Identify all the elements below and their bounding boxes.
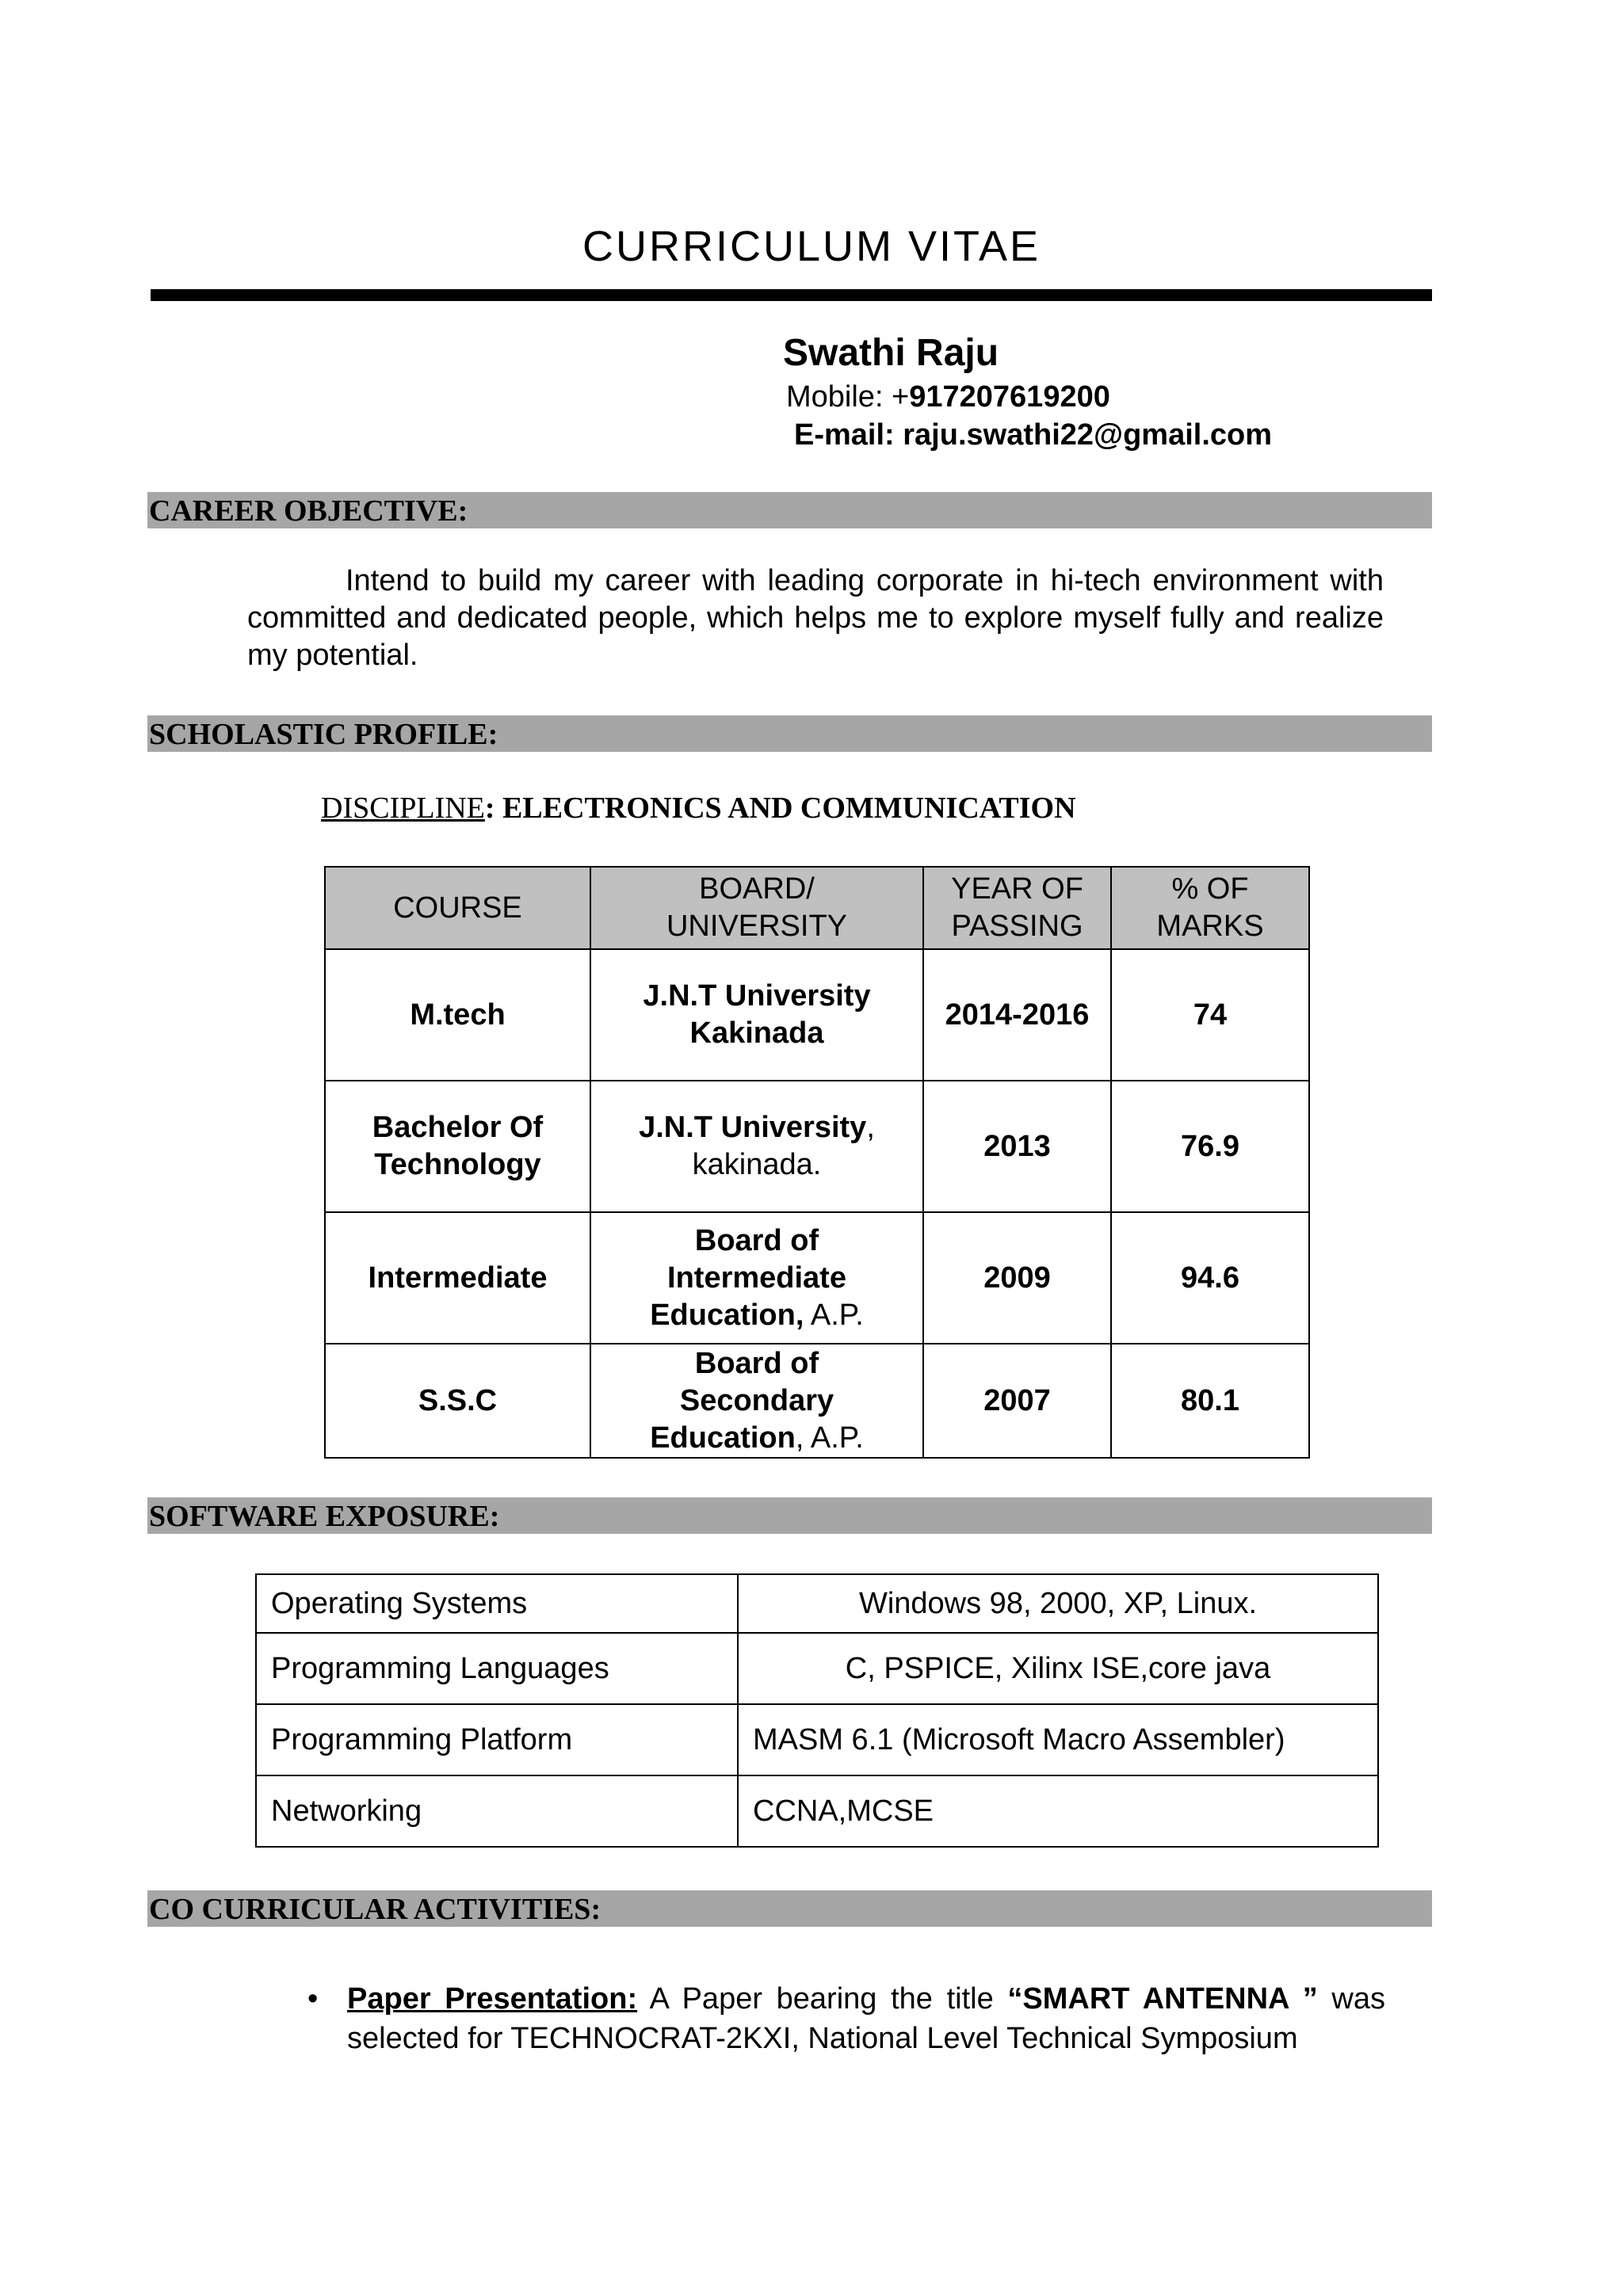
section-header-scholastic-profile <box>147 715 1432 752</box>
board-cell: J.N.T University Kakinada <box>590 949 923 1081</box>
table-row <box>325 1212 1309 1344</box>
email-label: E-mail: <box>794 418 903 452</box>
header-year: YEAR OF PASSING <box>923 867 1111 949</box>
board-cell: Board of Secondary Education, A.P. <box>590 1344 923 1458</box>
board-cell: J.N.T University, kakinada. <box>590 1081 923 1212</box>
course-cell: Intermediate <box>325 1212 590 1344</box>
table-row <box>325 1081 1309 1212</box>
section-title: SOFTWARE EXPOSURE: <box>149 1500 500 1533</box>
header-course: COURSE <box>325 867 590 949</box>
section-title: CAREER OBJECTIVE: <box>149 494 468 528</box>
section-title: CO CURRICULAR ACTIVITIES: <box>149 1893 601 1926</box>
software-label-cell: Programming Platform <box>256 1704 738 1775</box>
course-cell: M.tech <box>325 949 590 1081</box>
year-cell: 2013 <box>923 1081 1111 1212</box>
year-cell: 2007 <box>923 1344 1111 1458</box>
activity-text <box>347 1979 1385 2058</box>
software-label-cell: Operating Systems <box>256 1574 738 1633</box>
mobile-label: Mobile: + <box>786 380 910 414</box>
table-row <box>256 1775 1378 1847</box>
list-item <box>307 1979 1385 2058</box>
software-value-cell: Windows 98, 2000, XP, Linux. <box>738 1574 1378 1633</box>
course-cell: Bachelor Of Technology <box>325 1081 590 1212</box>
header-marks: % OF MARKS <box>1111 867 1309 949</box>
table-header-row <box>325 867 1309 949</box>
section-header-software-exposure <box>147 1497 1432 1534</box>
document-title: CURRICULUM VITAE <box>582 223 1041 270</box>
header-board: BOARD/ UNIVERSITY <box>590 867 923 949</box>
marks-cell: 80.1 <box>1111 1344 1309 1458</box>
software-label-cell: Programming Languages <box>256 1633 738 1704</box>
software-value-cell: CCNA,MCSE <box>738 1775 1378 1847</box>
software-table <box>255 1573 1379 1848</box>
marks-cell: 74 <box>1111 949 1309 1081</box>
marks-cell: 94.6 <box>1111 1212 1309 1344</box>
mobile-number: 917207619200 <box>909 380 1110 414</box>
section-header-career-objective <box>147 492 1432 528</box>
email-address: raju.swathi22@gmail.com <box>903 418 1273 452</box>
discipline-line <box>321 791 1076 826</box>
activity-title: “SMART ANTENNA ” <box>1007 1982 1318 2016</box>
activity-text-before: A Paper bearing the title <box>637 1982 1008 2016</box>
software-label-cell: Networking <box>256 1775 738 1847</box>
table-row <box>256 1574 1378 1633</box>
scholastic-table <box>324 866 1310 1459</box>
objective-paragraph: Intend to build my career with leading corporate in hi-tech environment with committed and dedicated people, which helps me to explore myself fully and realize my potential. <box>247 564 1384 672</box>
discipline-label: DISCIPLINE <box>321 791 485 825</box>
discipline-separator: : <box>484 791 503 825</box>
career-objective-text <box>247 563 1384 674</box>
software-value-cell: MASM 6.1 (Microsoft Macro Assembler) <box>738 1704 1378 1775</box>
section-header-co-curricular <box>147 1890 1432 1927</box>
year-cell: 2009 <box>923 1212 1111 1344</box>
table-row <box>256 1633 1378 1704</box>
course-cell: S.S.C <box>325 1344 590 1458</box>
email-line <box>794 418 1272 452</box>
candidate-name: Swathi Raju <box>783 332 999 374</box>
bullet-icon: • <box>307 1982 319 2016</box>
title-divider <box>151 289 1432 301</box>
table-row <box>256 1704 1378 1775</box>
software-value-cell: C, PSPICE, Xilinx ISE,core java <box>738 1633 1378 1704</box>
board-cell: Board of Intermediate Education, A.P. <box>590 1212 923 1344</box>
activity-text-after: was selected for TECHNOCRAT-2KXI, National Level Technical Symposium <box>347 1982 1385 2055</box>
discipline-value: ELECTRONICS AND COMMUNICATION <box>502 791 1076 825</box>
activity-label: Paper Presentation: <box>347 1982 638 2016</box>
section-title: SCHOLASTIC PROFILE: <box>149 718 498 751</box>
table-row <box>325 949 1309 1081</box>
year-cell: 2014-2016 <box>923 949 1111 1081</box>
marks-cell: 76.9 <box>1111 1081 1309 1212</box>
mobile-line <box>786 380 1110 414</box>
table-row <box>325 1344 1309 1458</box>
